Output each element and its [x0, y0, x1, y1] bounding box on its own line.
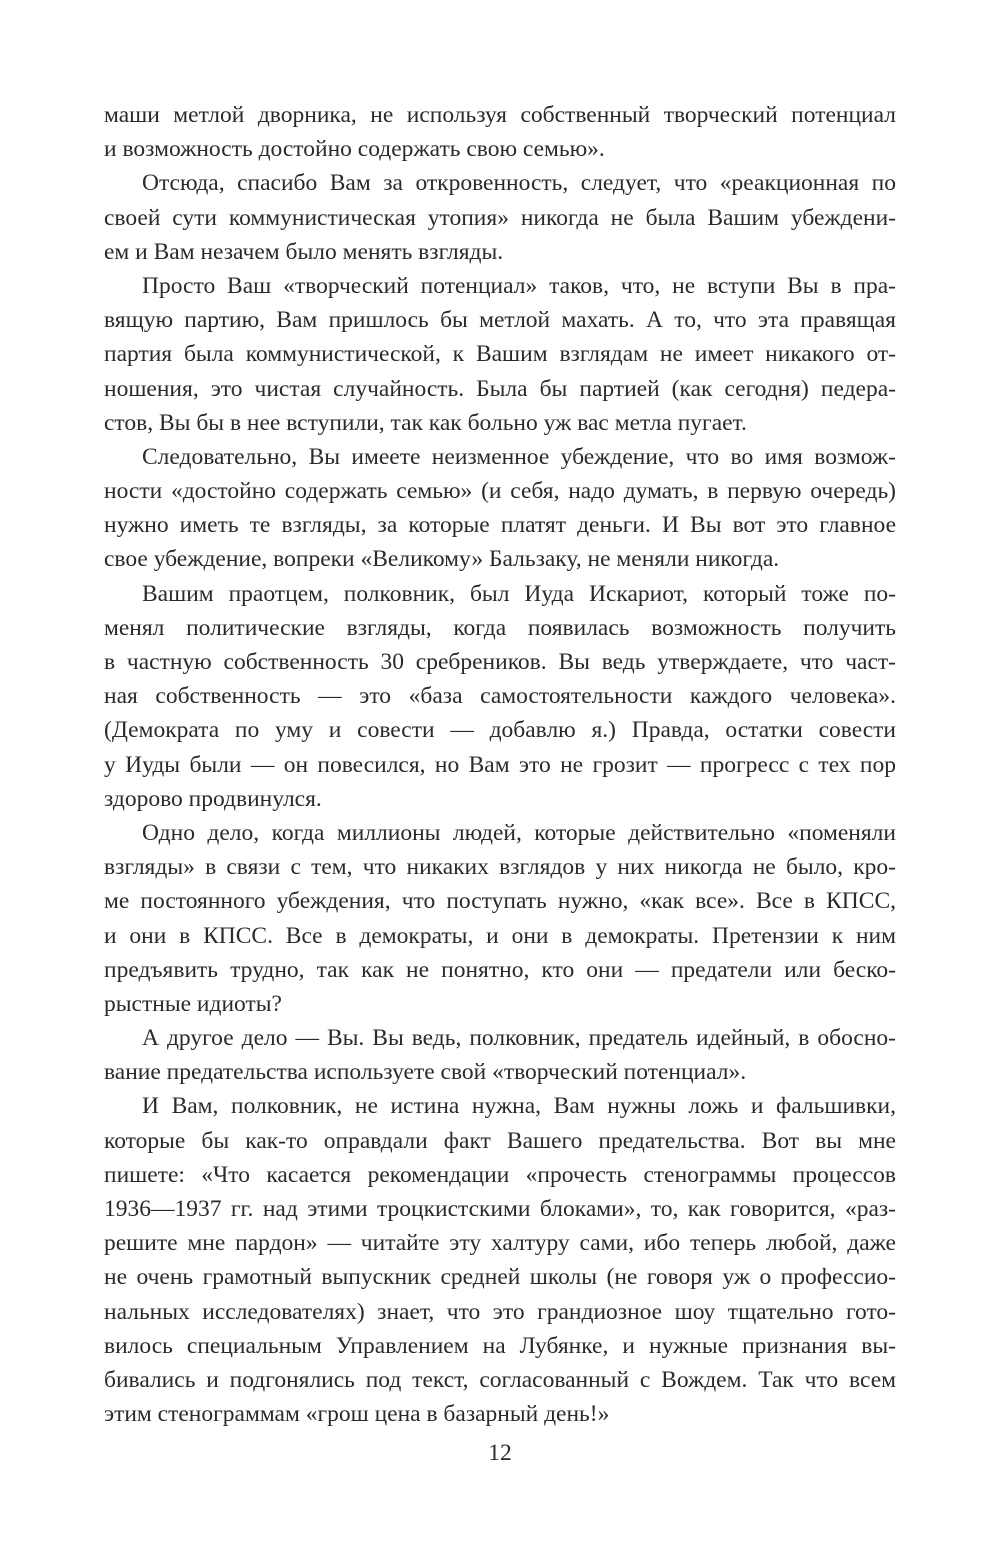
text-line: И Вам, полковник, не истина нужна, Вам нужны ложь и фальшивки,	[142, 1093, 896, 1120]
text-line: Просто Ваш «творческий потенциал» таков, что, не вступи Вы в пра-	[142, 272, 896, 299]
paragraph	[104, 1021, 896, 1089]
text-line: в частную собственность 30 сребреников. Вы ведь утверждаете, что част-	[104, 649, 896, 675]
text-line: рыстные идиоты?	[104, 990, 282, 1017]
text-line: и возможность достойно содержать свою семью».	[104, 136, 605, 163]
text-line: Отсюда, спасибо Вам за откровенность, следует, что «реакционная по	[142, 170, 896, 197]
text-line: здорово продвинулся.	[104, 785, 322, 812]
text-line: ем и Вам незачем было менять взгляды.	[104, 238, 504, 265]
paragraph	[104, 166, 896, 269]
text-line: Вашим праотцем, полковник, был Иуда Искариот, который тоже по-	[142, 580, 896, 607]
text-line: вящую партию, Вам пришлось бы метлой махать. А то, что эта правящая	[104, 307, 896, 334]
text-line: ношения, это чистая случайность. Была бы партией (как сегодня) педера-	[104, 375, 896, 402]
text-line: не очень грамотный выпускник средней школы (не говоря уж о профессио-	[104, 1264, 896, 1291]
paragraph	[104, 269, 896, 440]
text-line: А другое дело — Вы. Вы ведь, полковник, предатель идейный, в обосно-	[142, 1025, 896, 1052]
text-line: которые бы как-то оправдали факт Вашего предательства. Вот вы мне	[104, 1127, 896, 1154]
text-line: вание предательства используете свой «творческий потенциал».	[104, 1059, 747, 1086]
text-line: менял политические взгляды, когда появилась возможность получить	[104, 614, 896, 641]
text-line: стов, Вы бы в нее вступили, так как больно уж вас метла пугает.	[104, 409, 747, 436]
paragraph	[104, 816, 896, 1021]
text-line: решите мне пардон» — читайте эту халтуру сами, ибо теперь любой, даже	[104, 1230, 896, 1257]
text-line: маши метлой дворника, не используя собственный творческий потенциал	[104, 102, 896, 128]
text-line: вилось специальным Управлением на Лубянке, и нужные признания вы-	[104, 1332, 896, 1359]
text-line: Следовательно, Вы имеете неизменное убеждение, что во имя возмож-	[142, 443, 896, 470]
text-line: свое убеждение, вопреки «Великому» Бальзаку, не меняли никогда.	[104, 546, 780, 573]
paragraph	[104, 98, 896, 166]
text-line: партия была коммунистической, к Вашим взглядам не имеет никакого от-	[104, 341, 896, 368]
text-line: и они в КПСС. Все в демократы, и они в демократы. Претензии к ним	[104, 922, 896, 949]
text-line: у Иуды были — он повесился, но Вам это не грозит — прогресс с тех пор	[104, 751, 896, 778]
text-line: своей сути коммунистическая утопия» никогда не была Вашим убеждени-	[104, 204, 896, 231]
text-line: 1936—1937 гг. над этими троцкистскими блоками», то, как говорится, «раз-	[104, 1196, 896, 1222]
paragraph	[104, 1089, 896, 1431]
text-line: ме постоянного убеждения, что поступать нужно, «как все». Все в КПСС,	[104, 888, 896, 915]
text-line: нальных исследователях) знает, что это грандиозное шоу тщательно гото-	[104, 1298, 896, 1325]
text-line: пишете: «Что касается рекомендации «прочесть стенограммы процессов	[104, 1161, 896, 1188]
text-line: Одно дело, когда миллионы людей, которые действительно «поменяли	[142, 819, 896, 846]
paragraph	[104, 440, 896, 577]
text-line: этим стенограммам «грош цена в базарный день!»	[104, 1401, 610, 1428]
text-line: предъявить трудно, так как не понятно, кто они — предатели или беско-	[104, 956, 896, 983]
text-line: бивались и подгонялись под текст, согласованный с Вождем. Так что всем	[104, 1366, 896, 1393]
text-line: ная собственность — это «база самостоятельности каждого человека».	[104, 683, 896, 710]
page-number: 12	[488, 1440, 512, 1466]
paragraph	[104, 577, 896, 816]
text-line: взгляды» в связи с тем, что никаких взглядов у них никогда не было, кро-	[104, 854, 896, 881]
text-line: нужно иметь те взгляды, за которые платят деньги. И Вы вот это главное	[104, 512, 896, 539]
text-line: (Демократа по уму и совести — добавлю я.) Правда, остатки совести	[104, 717, 896, 744]
text-line: ности «достойно содержать семью» (и себя, надо думать, в первую очередь)	[104, 478, 896, 505]
body-text	[104, 98, 896, 1431]
